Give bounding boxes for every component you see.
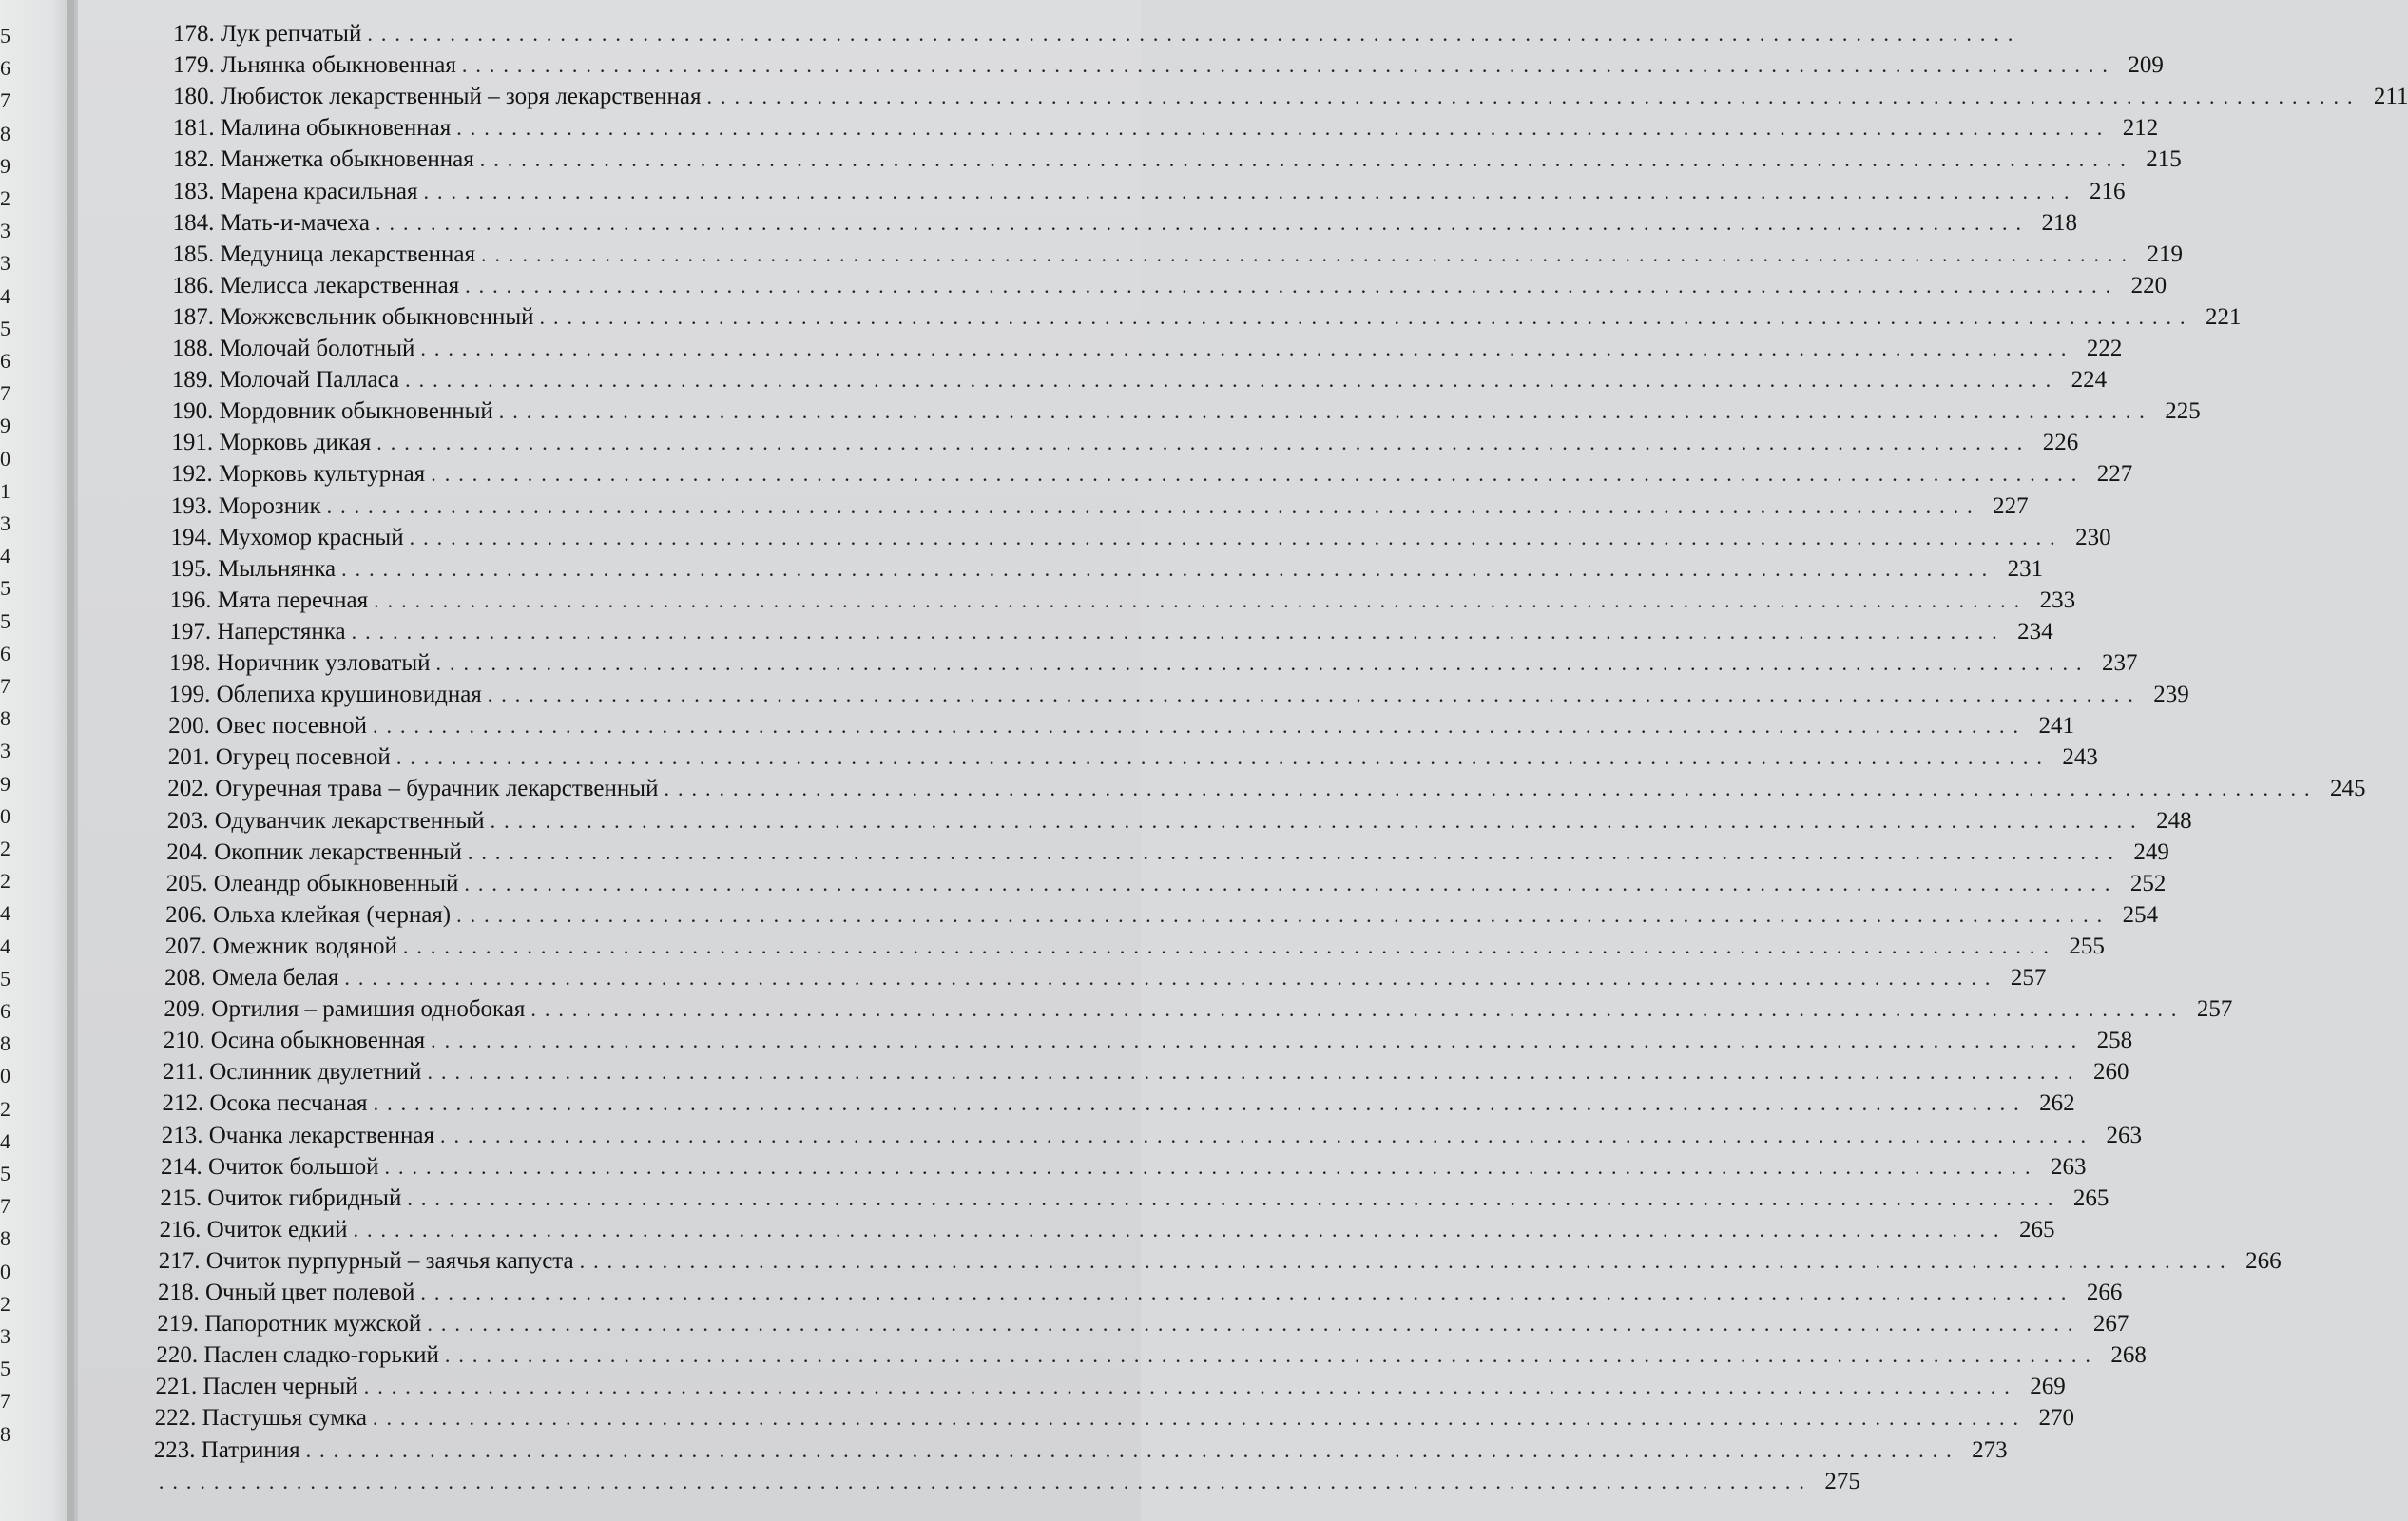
left-page-number-fragment: 7 <box>0 1194 10 1219</box>
toc-entry-title: 185. Медуница лекарственная <box>172 241 475 267</box>
left-page-number-fragment: 3 <box>0 219 10 243</box>
toc-entry <box>172 303 2242 337</box>
toc-entry-page-number: 275 <box>1824 1468 1860 1494</box>
toc-entry-page-number: 249 <box>2133 838 2169 865</box>
toc-entry <box>153 1436 2008 1470</box>
toc-entry <box>171 461 2133 493</box>
toc-entry <box>172 336 2123 368</box>
toc-entry <box>164 996 2233 1029</box>
toc-entry <box>159 1216 2055 1249</box>
toc-entry-title: 204. Окопник лекарственный <box>166 838 462 865</box>
toc-entry-title: 215. Очиток гибридный <box>160 1184 402 1211</box>
toc-entry-page-number: 211 <box>2373 84 2408 110</box>
toc-entry-page-number: 219 <box>2147 241 2183 267</box>
toc-entry-title: 191. Морковь дикая <box>171 430 372 456</box>
toc-entry-title: 202. Огуречная трава – бурачник лекарственный <box>167 776 659 802</box>
toc-entry-title: 180. Любисток лекарственный – зоря лекарственная <box>172 84 702 110</box>
toc-entry-page-number: 268 <box>2110 1342 2147 1369</box>
toc-entry-title: 190. Мордовник обыкновенный <box>171 398 493 425</box>
toc-entry-title: 205. Олеандр обыкновенный <box>165 870 459 896</box>
toc-entry-title: 203. Одуванчик лекарственный <box>166 807 485 834</box>
toc-leader-dots: ........................................................................................................................ <box>579 1248 2234 1273</box>
toc-leader-dots: ........................................................................................................................ <box>351 619 2006 644</box>
toc-entry <box>165 901 2159 934</box>
toc-entry <box>172 272 2167 305</box>
toc-entry-title: 197. Наперстянка <box>169 618 346 645</box>
toc-entry-title: 221. Паслен черный <box>155 1374 358 1400</box>
toc-entry <box>166 807 2192 840</box>
toc-entry-page-number: 225 <box>2165 398 2201 425</box>
toc-entry-page-number: 273 <box>1972 1436 2008 1463</box>
toc-leader-dots: ........................................................................................................................ <box>480 241 2135 266</box>
toc-leader-dots: ........................................................................................................................ <box>464 871 2119 895</box>
toc-entry <box>171 430 2079 462</box>
toc-entry-page-number: 222 <box>2086 336 2123 361</box>
toc-entry-title: 182. Манжетка обыкновенная <box>172 146 474 173</box>
toc-entry-title: 223. Патриния <box>153 1436 300 1463</box>
toc-entry <box>158 1280 2123 1312</box>
toc-entry-page-number: 257 <box>2196 996 2233 1023</box>
toc-entry-title: 179. Льнянка обыкновенная <box>173 52 456 79</box>
left-page-number-fragment: 2 <box>0 837 10 860</box>
toc-leader-dots: ........................................................................................................................ <box>376 210 2031 235</box>
toc-entry-title: 212. Осока песчаная <box>162 1090 368 1117</box>
toc-entry-title: 206. Ольха клейкая (черная) <box>165 901 452 928</box>
toc-entry <box>171 398 2201 431</box>
left-page-number-fragment: 0 <box>0 803 10 828</box>
toc-entry-title: 194. Мухомор красный <box>170 524 404 550</box>
toc-entry-page-number: 227 <box>2096 461 2133 488</box>
toc-entry-page-number: 234 <box>2017 618 2053 645</box>
toc-entry-title: 195. Мыльнянка <box>170 555 337 582</box>
toc-entry <box>166 838 2169 872</box>
book-page <box>78 0 2408 1521</box>
toc-entry <box>168 682 2189 714</box>
toc-entry <box>165 870 2167 903</box>
left-page-number-fragment: 8 <box>0 121 10 145</box>
left-page-number-fragment: 1 <box>0 478 10 503</box>
left-page-number-fragment: 5 <box>0 316 10 340</box>
toc-entry-page-number: 241 <box>2038 713 2075 740</box>
toc-entry <box>172 84 2408 116</box>
toc-leader-dots: ........................................................................................................................ <box>341 556 1996 581</box>
toc-entry-title: 211. Ослинник двулетний <box>163 1059 422 1086</box>
left-page-number-fragment: 5 <box>0 966 10 991</box>
left-page-number-fragment: 4 <box>0 1128 10 1153</box>
toc-leader-dots: ........................................................................................................................ <box>420 1280 2075 1304</box>
toc-entry-title: 201. Огурец посевной <box>167 744 391 771</box>
toc-leader-dots: ........................................................................................................................ <box>423 179 2078 203</box>
left-page-number-fragment: 5 <box>0 608 10 633</box>
left-page-number-fragment: 7 <box>0 1389 10 1414</box>
toc-entry-page-number: 265 <box>2072 1184 2109 1211</box>
left-page-number-fragment: 3 <box>0 511 10 535</box>
left-page-number-fragment: 8 <box>0 1031 10 1056</box>
left-page-number-fragment: 4 <box>0 283 10 308</box>
toc-leader-dots: ........................................................................................................................ <box>373 1091 2028 1116</box>
toc-entry-page-number: 215 <box>2146 146 2182 173</box>
toc-entry-title: 218. Очный цвет полевой <box>158 1280 415 1305</box>
left-page-number-fragment: 7 <box>0 381 10 406</box>
toc-entry <box>169 650 2138 683</box>
toc-leader-dots: ........................................................................................................................ <box>384 1154 2039 1179</box>
left-page-number-fragment: 5 <box>0 1357 10 1381</box>
left-page-number-fragment: 7 <box>0 88 10 113</box>
toc-entry-title: 183. Марена красильная <box>172 178 418 204</box>
toc-entry-title: 207. Омежник водяной <box>164 933 397 959</box>
toc-entry <box>162 1090 2075 1123</box>
toc-leader-dots: ........................................................................................................................ <box>456 902 2111 927</box>
left-page-number-fragment: 8 <box>0 1421 10 1446</box>
toc-entry-title: 199. Облепиха крушиновидная <box>168 682 482 708</box>
left-page-number-fragment: 5 <box>0 1162 10 1185</box>
toc-entry <box>172 178 2126 211</box>
toc-entry-page-number: 263 <box>2106 1122 2143 1148</box>
toc-entry-title: 220. Паслен сладко-горький <box>156 1342 439 1369</box>
toc-entry-page-number: 221 <box>2206 303 2242 330</box>
toc-entry <box>170 524 2111 557</box>
toc-entry-page-number: 254 <box>2122 901 2159 928</box>
toc-entry <box>170 555 2044 588</box>
toc-entry-page-number: 248 <box>2156 807 2192 834</box>
toc-leader-dots: ........................................................................................................................ <box>498 399 2153 424</box>
toc-entry <box>170 492 2029 526</box>
toc-entry <box>160 1184 2109 1218</box>
toc-leader-dots: ........................................................................................................................ <box>405 368 2060 393</box>
toc-leader-dots: ........................................................................................................................ <box>539 304 2194 329</box>
toc-entry-page-number: 224 <box>2071 367 2108 394</box>
left-page-number-fragment: 6 <box>0 349 10 373</box>
toc-entry <box>168 713 2075 745</box>
toc-entry-page-number: 212 <box>2122 115 2159 142</box>
toc-entry <box>157 1311 2129 1343</box>
toc-leader-dots: ........................................................................................................................ <box>402 934 2057 958</box>
toc-entry-title: 208. Омела белая <box>164 965 339 991</box>
toc-entry-title: 209. Ортилия – рамишия однобокая <box>164 996 526 1023</box>
toc-entry-title: 193. Морозник <box>170 492 321 519</box>
toc-entry <box>173 52 2164 85</box>
left-page-number-fragment: 4 <box>0 544 10 568</box>
toc-leader-dots: ........................................................................................................................ <box>326 493 1981 518</box>
toc-entry <box>169 587 2076 620</box>
left-page-number-fragment: 0 <box>0 446 10 471</box>
toc-leader-dots: ........................................................................................................................ <box>427 1312 2082 1337</box>
toc-entry-page-number: 218 <box>2041 209 2078 236</box>
toc-entry <box>172 209 2078 242</box>
toc-entry-page-number: 258 <box>2096 1028 2133 1054</box>
left-page-number-fragment: 3 <box>0 739 10 763</box>
toc-leader-dots: ........................................................................................................................ <box>374 587 2029 612</box>
toc-entry <box>169 618 2053 651</box>
left-page-number-fragment: 3 <box>0 251 10 276</box>
toc-entry-page-number: 262 <box>2039 1090 2075 1117</box>
toc-entry <box>163 1059 2129 1091</box>
toc-leader-dots: ........................................................................................................................ <box>373 714 2028 739</box>
toc-entry-page-number: 266 <box>2245 1247 2282 1274</box>
left-page-number-fragment: 2 <box>0 1096 10 1121</box>
left-page-number-fragment: 8 <box>0 1226 10 1251</box>
left-page-number-fragment: 8 <box>0 706 10 731</box>
toc-entry-title: 196. Мята перечная <box>169 587 369 613</box>
left-page-number-fragment: 6 <box>0 641 10 665</box>
toc-entry-title: 213. Очанка лекарственная <box>161 1122 435 1148</box>
toc-entry-page-number: 252 <box>2129 870 2167 896</box>
toc-entry-page-number: 265 <box>2018 1216 2055 1242</box>
toc-entry-page-number: 209 <box>2128 52 2164 79</box>
toc-entry-title: 210. Осина обыкновенная <box>163 1028 426 1054</box>
toc-entry-title: 222. Пастушья сумка <box>154 1405 368 1432</box>
toc-leader-dots: ........................................................................................................................ <box>467 839 2122 864</box>
toc-entry-title: 184. Мать-и-мачеха <box>172 209 371 236</box>
toc-entry <box>172 241 2183 274</box>
left-page-number-fragment: 9 <box>0 771 10 796</box>
toc-entry-title: 192. Морковь культурная <box>171 461 426 488</box>
toc-leader-dots: ........................................................................................................................ <box>479 147 2134 172</box>
toc-entry <box>154 1405 2075 1437</box>
toc-entry <box>156 1342 2147 1375</box>
toc-entry-title: 181. Малина обыкновенная <box>172 115 452 142</box>
left-page-number-fragment: 2 <box>0 186 10 210</box>
toc-entry-title: 178. Лук репчатый <box>173 21 362 47</box>
toc-leader-dots: ........................................................................................................................ <box>431 1029 2086 1053</box>
toc-leader-dots: ........................................................................................................................ <box>456 116 2111 141</box>
toc-entry-title: 186. Мелисса лекарственная <box>172 272 460 298</box>
left-page-number-fragment: 2 <box>0 1291 10 1316</box>
toc-entry-page-number: 226 <box>2042 430 2079 456</box>
left-page-number-fragment: 3 <box>0 1324 10 1348</box>
toc-entry <box>161 1153 2087 1186</box>
toc-entry-page-number: 231 <box>2007 555 2044 582</box>
toc-entry <box>173 21 2022 53</box>
toc-leader-dots: ........................................................................................................................ <box>367 22 2022 46</box>
toc-leader-dots: ........................................................................................................................ <box>353 1217 2008 1242</box>
toc-leader-dots: ........................................................................................................................ <box>465 273 2120 298</box>
left-page-number-fragment: 9 <box>0 153 10 178</box>
toc-entry <box>164 965 2047 997</box>
toc-entry-page-number: 266 <box>2086 1280 2123 1305</box>
toc-leader-dots: ........................................................................................................................ <box>373 1406 2028 1431</box>
toc-leader-dots: ........................................................................................................................ <box>444 1343 2099 1368</box>
left-page-edge <box>0 0 74 1521</box>
toc-entry-title: 188. Молочай болотный <box>172 336 415 361</box>
toc-entry-page-number: 263 <box>2050 1153 2087 1180</box>
toc-leader-dots: ........................................................................................................................ <box>158 1469 1813 1493</box>
toc-leader-dots: ........................................................................................................................ <box>427 1060 2082 1085</box>
toc-leader-dots: ........................................................................................................................ <box>409 525 2064 549</box>
toc-leader-dots: ........................................................................................................................ <box>461 53 2116 78</box>
left-page-number-fragment: 5 <box>0 24 10 48</box>
table-of-contents <box>153 0 2408 1521</box>
left-page-number-fragment: 6 <box>0 999 10 1023</box>
toc-entry-page-number: 220 <box>2130 272 2167 298</box>
toc-entry-page-number: 243 <box>2062 744 2098 771</box>
toc-entry <box>163 1028 2133 1060</box>
left-page-number-fragment: 0 <box>0 1259 10 1283</box>
toc-entry-page-number: 230 <box>2075 524 2111 550</box>
left-page-number-fragment: 0 <box>0 1064 10 1088</box>
toc-entry-page-number: 239 <box>2153 682 2189 708</box>
toc-entry-page-number: 216 <box>2089 178 2126 204</box>
left-page-number-fragment: 7 <box>0 674 10 698</box>
toc-entry-title: 216. Очиток едкий <box>159 1216 348 1242</box>
toc-leader-dots: ........................................................................................................................ <box>435 651 2090 675</box>
toc-entry-page-number: 270 <box>2038 1405 2075 1432</box>
toc-leader-dots: ........................................................................................................................ <box>440 1123 2095 1147</box>
toc-entry-page-number: 269 <box>2030 1374 2066 1400</box>
toc-entry-page-number: 233 <box>2039 587 2076 613</box>
toc-entry-title: 219. Папоротник мужской <box>157 1311 422 1338</box>
left-page-number-fragment: 4 <box>0 901 10 926</box>
toc-entry-page-number: 267 <box>2092 1311 2129 1338</box>
toc-entry-page-number: 257 <box>2010 965 2047 991</box>
left-page-number-fragment: 4 <box>0 934 10 958</box>
toc-entry-page-number: 227 <box>1993 492 2029 519</box>
left-page-number-fragment: 2 <box>0 869 10 894</box>
toc-entry <box>158 1247 2282 1280</box>
toc-entry <box>161 1122 2143 1155</box>
toc-leader-dots: ........................................................................................................................ <box>363 1375 2018 1399</box>
toc-entry-page-number: 245 <box>2329 776 2366 802</box>
toc-entry <box>153 1468 1860 1501</box>
toc-leader-dots: ........................................................................................................................ <box>530 997 2186 1022</box>
toc-entry-title: 189. Молочай Палласа <box>171 367 400 394</box>
toc-leader-dots: ........................................................................................................................ <box>407 1185 2062 1210</box>
toc-leader-dots: ........................................................................................................................ <box>490 808 2145 833</box>
toc-leader-dots: ........................................................................................................................ <box>431 462 2086 487</box>
toc-leader-dots: ........................................................................................................................ <box>420 337 2075 360</box>
toc-entry <box>172 115 2159 147</box>
toc-entry-page-number: 260 <box>2092 1059 2129 1086</box>
toc-leader-dots: ........................................................................................................................ <box>487 683 2142 707</box>
toc-leader-dots: ........................................................................................................................ <box>344 966 1999 990</box>
left-page-number-fragment: 6 <box>0 56 10 81</box>
toc-entry-title: 214. Очиток большой <box>161 1153 379 1180</box>
toc-entry-title: 187. Можжевельник обыкновенный <box>172 303 534 330</box>
toc-entry <box>155 1374 2066 1406</box>
left-page-number-fragment: 9 <box>0 414 10 438</box>
toc-entry-title: 217. Очиток пурпурный – заячья капуста <box>158 1247 574 1274</box>
toc-entry <box>164 933 2105 966</box>
toc-entry-title: 200. Овес посевной <box>168 713 368 740</box>
toc-entry-title: 198. Норичник узловатый <box>169 650 431 676</box>
left-page-number-fragment: 5 <box>0 576 10 601</box>
toc-entry-page-number: 237 <box>2102 650 2138 676</box>
toc-entry <box>167 744 2098 777</box>
toc-leader-dots: ........................................................................................................................ <box>664 777 2319 801</box>
toc-leader-dots: ........................................................................................................................ <box>395 745 2051 770</box>
toc-entry <box>167 776 2366 808</box>
toc-entry <box>171 367 2108 399</box>
toc-leader-dots: ........................................................................................................................ <box>376 431 2032 455</box>
toc-entry <box>172 146 2182 179</box>
toc-leader-dots: ........................................................................................................................ <box>305 1437 1960 1462</box>
toc-entry-page-number: 255 <box>2069 933 2105 959</box>
toc-leader-dots: ........................................................................................................................ <box>706 85 2361 109</box>
